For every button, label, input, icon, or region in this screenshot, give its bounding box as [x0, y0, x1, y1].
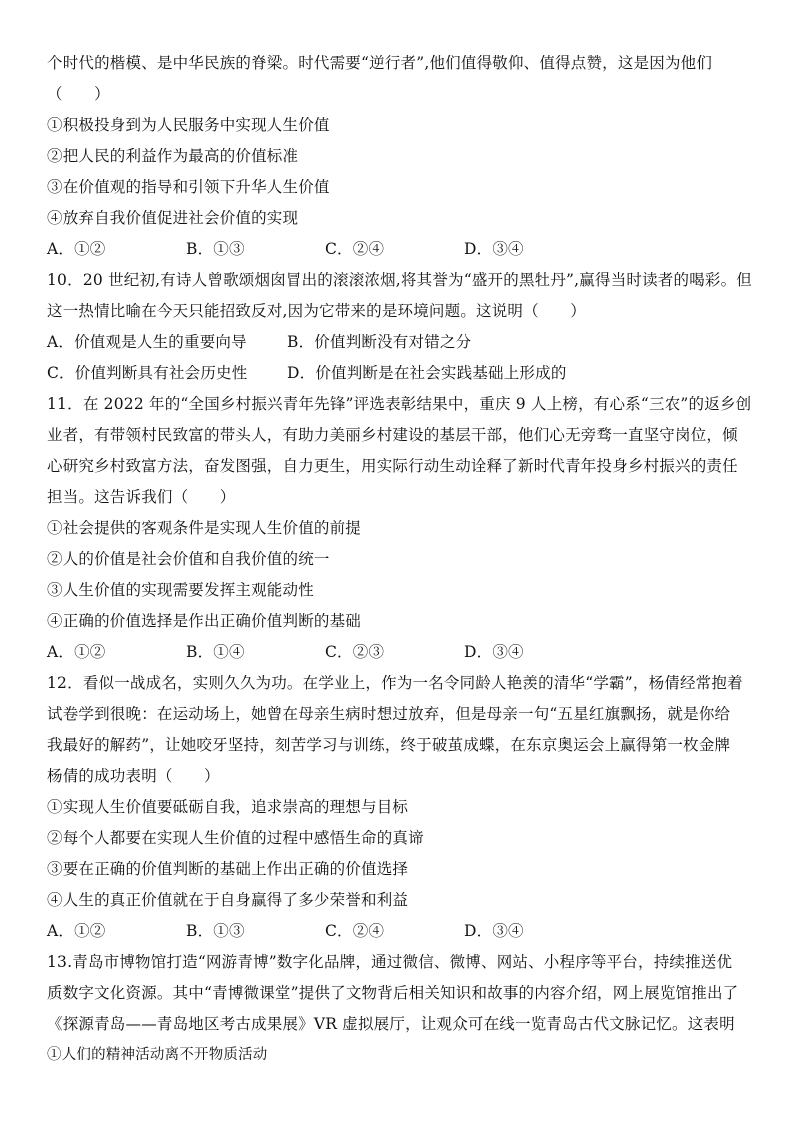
statement-3: ③人生价值的实现需要发挥主观能动性 — [47, 581, 314, 599]
exam-page — [47, 48, 751, 1071]
statement-2: ②每个人都要在实现人生价值的过程中感悟生命的真谛 — [47, 829, 424, 847]
option-a[interactable]: A．①② — [47, 240, 106, 258]
option-c[interactable]: C．②④ — [325, 922, 385, 940]
question-stem-line: 《探源青岛——青岛地区考古成果展》VR 虚拟展厅，让观众可在线一览青岛古代文脉记忆。这表明 — [47, 1015, 735, 1033]
question-11 — [47, 389, 751, 668]
question-stem-line: 质数字文化资源。其中“青博微课堂”提供了文物背后相关知识和故事的内容介绍，网上展览馆推出了 — [47, 984, 739, 1002]
question-stem-line: 11．在 2022 年的“全国乡村振兴青年先锋”评选表彰结果中，重庆 9 人上榜，有心系“三农”的返乡创 — [47, 395, 752, 413]
question-10 — [47, 265, 751, 389]
option-d[interactable]: D．价值判断是在社会实践基础上形成的 — [287, 364, 567, 382]
question-12 — [47, 668, 751, 947]
question-stem-line: 这一热情比喻在今天只能招致反对,因为它带来的是环境问题。这说明（ ） — [47, 302, 586, 320]
statement-1: ①社会提供的客观条件是实现人生价值的前提 — [47, 519, 362, 537]
question-stem-line: 我最好的解药”，让她咬牙坚持，刻苦学习与训练，终于破茧成蝶，在东京奥运会上赢得第一枚金牌 — [47, 736, 731, 754]
question-13 — [47, 947, 751, 1071]
question-stem-line: 12．看似一战成名，实则久久为功。在学业上，作为一名令同龄人艳羡的清华“学霸”，杨倩经常抱着 — [47, 674, 743, 692]
answer-options-row-1 — [47, 327, 751, 358]
question-stem-line: 担当。这告诉我们（ ） — [47, 488, 236, 506]
option-a[interactable]: A．价值观是人生的重要向导 — [47, 333, 247, 351]
statement-1: ①积极投身到为人民服务中实现人生价值 — [47, 116, 330, 134]
option-d[interactable]: D．③④ — [464, 240, 524, 258]
option-b[interactable]: B．①④ — [186, 643, 245, 661]
option-c[interactable]: C．②③ — [325, 643, 385, 661]
answer-options-row-2 — [47, 358, 751, 389]
question-stem-line: 心研究乡村致富方法，奋发图强，自力更生，用实际行动生动诠释了新时代青年投身乡村振兴的责任 — [47, 457, 738, 475]
answer-options — [47, 234, 751, 265]
statement-2: ②把人民的利益作为最高的价值标准 — [47, 147, 299, 165]
statement-1: ①实现人生价值要砥砺自我，追求崇高的理想与目标 — [47, 798, 409, 816]
answer-options — [47, 637, 751, 668]
option-b[interactable]: B．价值判断没有对错之分 — [287, 333, 472, 351]
question-9 — [47, 48, 751, 265]
question-stem-line: 杨倩的成功表明（ ） — [47, 767, 220, 785]
option-a[interactable]: A．①② — [47, 643, 106, 661]
statement-1: ①人们的精神活动离不开物质活动 — [47, 1047, 268, 1063]
statement-3: ③要在正确的价值判断的基础上作出正确的价值选择 — [47, 860, 409, 878]
option-d[interactable]: D．③④ — [464, 922, 524, 940]
answer-blank: （ ） — [47, 85, 110, 103]
question-stem-line: 13.青岛市博物馆打造“网游青博”数字化品牌，通过微信、微博、网站、小程序等平台，持续推送优 — [47, 953, 733, 971]
option-b[interactable]: B．①③ — [186, 240, 245, 258]
statement-4: ④人生的真正价值就在于自身赢得了多少荣誉和利益 — [47, 891, 409, 909]
option-b[interactable]: B．①③ — [186, 922, 245, 940]
question-stem-line: 业者，有带领村民致富的带头人，有助力美丽乡村建设的基层干部，他们心无旁骛一直坚守岗位，倾 — [47, 426, 738, 444]
question-stem-line: 个时代的楷模、是中华民族的脊梁。时代需要“逆行者”,他们值得敬仰、值得点赞，这是因为他们 — [47, 54, 713, 72]
option-c[interactable]: C．价值判断具有社会历史性 — [47, 364, 248, 382]
answer-options — [47, 916, 751, 947]
statement-2: ②人的价值是社会价值和自我价值的统一 — [47, 550, 330, 568]
option-a[interactable]: A．①② — [47, 922, 106, 940]
question-stem-line: 10．20 世纪初,有诗人曾歌颂烟囱冒出的滚滚浓烟,将其誉为“盛开的黑牡丹”,赢得当时读者的喝彩。但 — [47, 271, 753, 289]
option-d[interactable]: D．③④ — [464, 643, 524, 661]
statement-4: ④放弃自我价值促进社会价值的实现 — [47, 209, 299, 227]
question-stem-line: 试卷学到很晚：在运动场上，她曾在母亲生病时想过放弃，但是母亲一句“五星红旗飘扬，就是你给 — [47, 705, 731, 723]
option-c[interactable]: C．②④ — [325, 240, 385, 258]
statement-4: ④正确的价值选择是作出正确价值判断的基础 — [47, 612, 362, 630]
statement-3: ③在价值观的指导和引领下升华人生价值 — [47, 178, 330, 196]
